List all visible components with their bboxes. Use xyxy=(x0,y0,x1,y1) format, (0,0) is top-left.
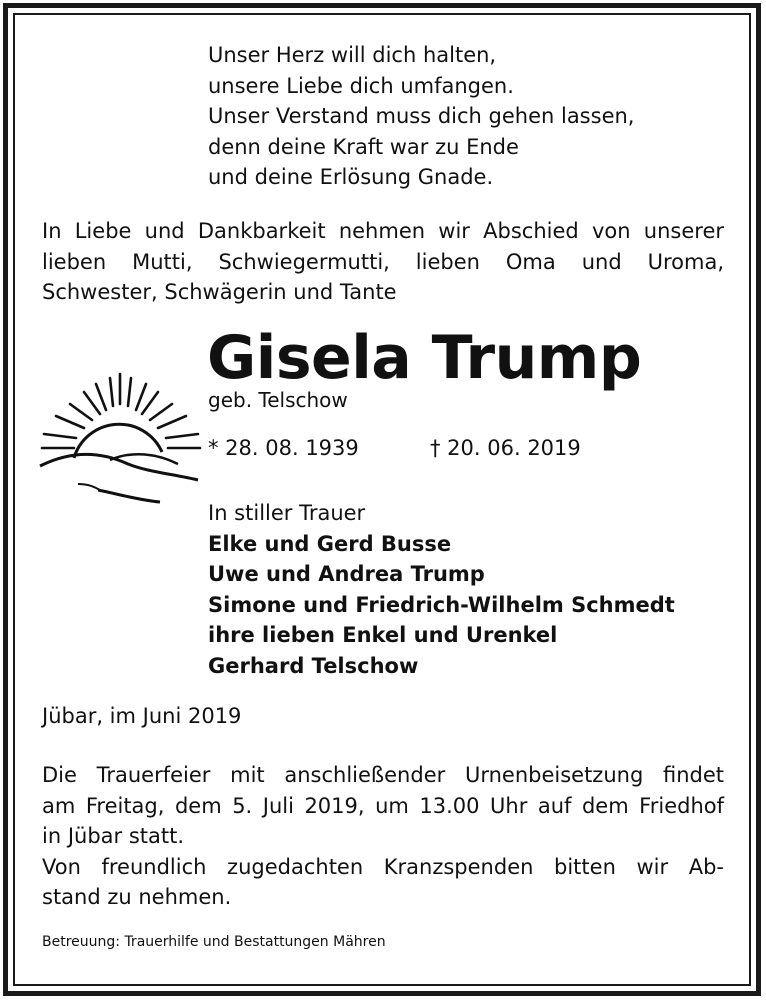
poem-line: Unser Verstand muss dich gehen lassen, xyxy=(208,104,635,128)
poem-line: Unser Herz will dich halten, xyxy=(208,43,497,67)
place-date: Jübar, im Juni 2019 xyxy=(42,704,242,728)
mourner-name: ihre lieben Enkel und Urenkel xyxy=(208,623,558,647)
service-info xyxy=(42,760,724,913)
mourners-heading: In stiller Trauer xyxy=(208,501,366,525)
deceased-name: Gisela Trump xyxy=(207,323,642,393)
intro-line: In Liebe und Dankbarkeit nehmen wir Abschied von unserer xyxy=(42,219,724,243)
service-line: Von freundlich zugedachten Kranzspenden bitten wir Ab- xyxy=(42,854,724,879)
mourner-name: Elke und Gerd Busse xyxy=(208,531,452,556)
mourners xyxy=(208,498,675,681)
death-date: † 20. 06. 2019 xyxy=(430,436,581,460)
poem xyxy=(208,40,634,193)
mourner-name: Gerhard Telschow xyxy=(208,653,419,678)
service-line: am Freitag, dem 5. Juli 2019, um 13.00 Uhr auf dem Friedhof xyxy=(42,793,724,818)
footer-credit: Betreuung: Trauerhilfe und Bestattungen Mähren xyxy=(42,934,386,950)
birth-name: geb. Telschow xyxy=(208,388,348,412)
mourner-name: Uwe und Andrea Trump xyxy=(208,562,485,586)
birth-date: * 28. 08. 1939 xyxy=(208,436,359,460)
poem-line: denn deine Kraft war zu Ende xyxy=(208,134,519,159)
intro-line: Schwester, Schwägerin und Tante xyxy=(42,280,397,304)
poem-line: unsere Liebe dich umfangen. xyxy=(208,73,514,98)
service-line: stand zu nehmen. xyxy=(42,885,232,909)
intro-line: lieben Mutti, Schwiegermutti, lieben Oma und Uroma, xyxy=(42,249,724,274)
intro-text xyxy=(42,216,724,308)
poem-line: und deine Erlösung Gnade. xyxy=(208,165,494,189)
service-line: in Jübar statt. xyxy=(42,824,185,848)
service-line: Die Trauerfeier mit anschließender Urnenbeisetzung findet xyxy=(42,763,724,787)
sunrise-icon xyxy=(38,372,203,507)
mourner-name: Simone und Friedrich-Wilhelm Schmedt xyxy=(208,592,675,617)
